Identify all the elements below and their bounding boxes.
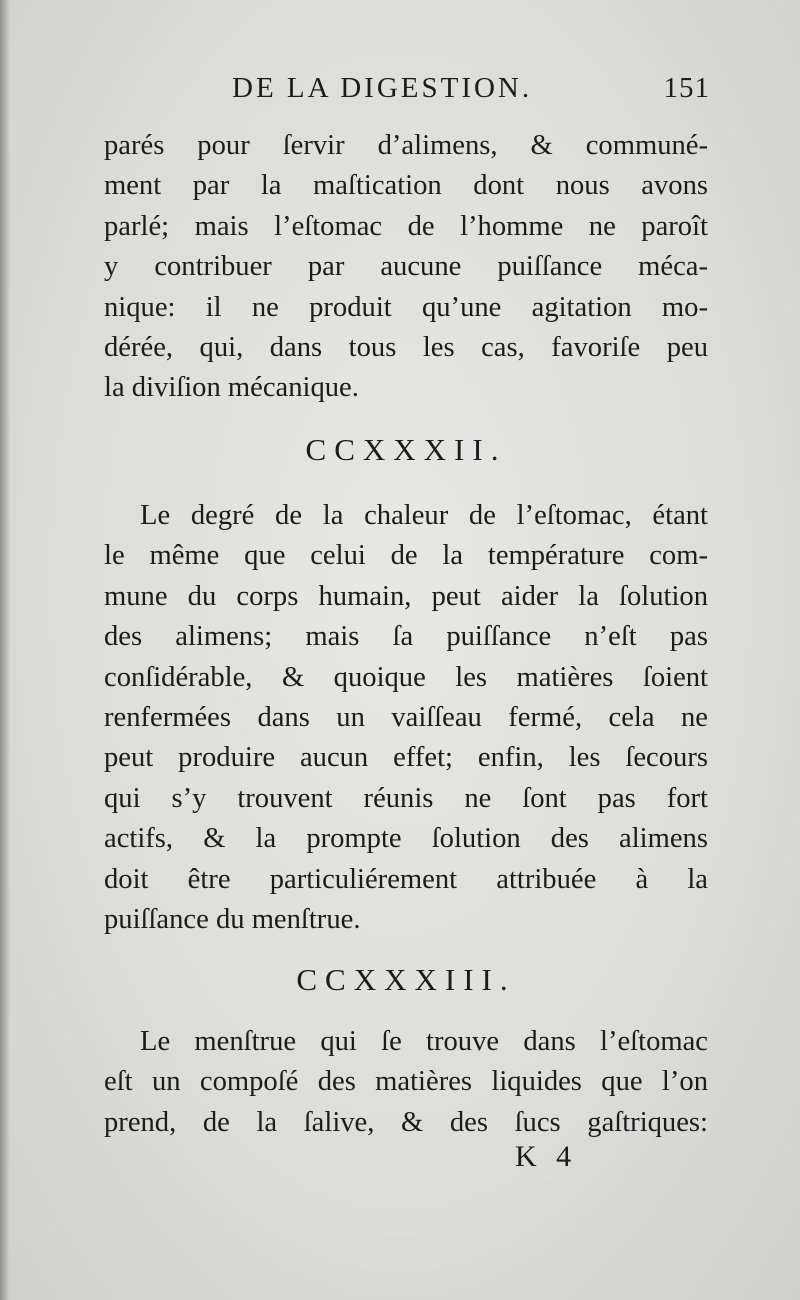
text-line: doit être particuliérement attribuée à la	[104, 863, 708, 895]
text-line: qui s’y trouvent réunis ne ſont pas fort	[104, 782, 708, 814]
page-number: 151	[663, 72, 710, 104]
text-line: conſidérable, & quoique les matières ſoient	[104, 661, 708, 693]
running-head	[232, 72, 710, 112]
paragraph-1	[104, 126, 708, 409]
text-line: actifs, & la prompte ſolution des alimens	[104, 823, 708, 855]
text-line: le même que celui de la température com-	[104, 540, 708, 572]
running-head-title: DE LA DIGESTION.	[232, 72, 533, 104]
text-line: la diviſion mécanique.	[104, 372, 359, 404]
text-line: ment par la maſtication dont nous avons	[104, 170, 708, 202]
text-line: puiſſance du menſtrue.	[104, 903, 361, 935]
signature-mark: K 4	[515, 1140, 578, 1173]
text-line: peut produire aucun effet; enfin, les ſecours	[104, 742, 708, 774]
text-line: parlé; mais l’eſtomac de l’homme ne paroît	[104, 210, 708, 242]
paragraph-3	[104, 1022, 708, 1143]
paragraph-2	[104, 496, 708, 940]
text-line: prend, de la ſalive, & des ſucs gaſtriques:	[104, 1106, 708, 1138]
text-line: eſt un compoſé des matières liquides que l’on	[104, 1066, 708, 1098]
text-line: dérée, qui, dans tous les cas, favoriſe peu	[104, 331, 708, 363]
text-line: parés pour ſervir d’alimens, & communé-	[104, 130, 708, 161]
text-line: y contribuer par aucune puiſſance méca-	[104, 251, 708, 283]
page-edge-shadow	[0, 0, 10, 1300]
text-line: Le degré de la chaleur de l’eſtomac, étant	[140, 500, 708, 531]
section-heading-ccxxxii: CCXXXII.	[305, 432, 507, 467]
section-heading-ccxxxiii: CCXXXIII.	[296, 962, 516, 997]
text-line: des alimens; mais ſa puiſſance n’eſt pas	[104, 621, 708, 653]
text-line: renfermées dans un vaiſſeau fermé, cela ne	[104, 701, 708, 733]
text-line: mune du corps humain, peut aider la ſolution	[104, 580, 708, 612]
text-line: nique: il ne produit qu’une agitation mo-	[104, 291, 708, 323]
text-line: Le menſtrue qui ſe trouve dans l’eſtomac	[140, 1026, 708, 1057]
